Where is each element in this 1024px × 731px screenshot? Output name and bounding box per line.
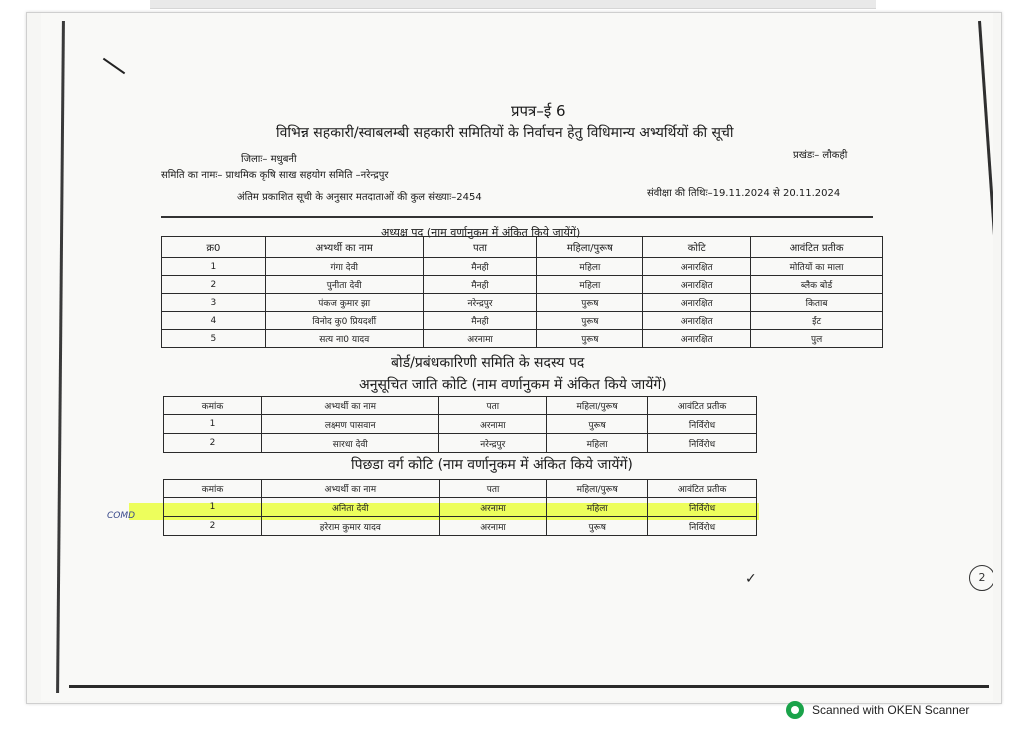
cell-name: पुनीता देवी xyxy=(265,276,423,294)
cell-gender: पुरूष xyxy=(537,312,643,330)
cell-name: लक्ष्मण पासवान xyxy=(262,415,439,434)
cell-address: मैनही xyxy=(423,312,537,330)
block-label: प्रखंडः– लौकही xyxy=(793,150,848,161)
header-gender: महिला/पुरूष xyxy=(537,237,643,258)
chairman-section-heading: अध्यक्ष पद (नाम वर्णानुकम में अंकित किये जायेंगें) xyxy=(381,226,581,239)
cell-symbol: निर्विरोध xyxy=(648,415,757,434)
table-row xyxy=(164,517,757,536)
header-divider xyxy=(161,216,873,218)
cell-serial: 1 xyxy=(162,258,266,276)
cell-name: हरेराम कुमार यादव xyxy=(261,517,439,536)
obc-quota-table xyxy=(163,479,757,536)
table-row xyxy=(164,498,757,517)
sc-quota-table xyxy=(163,396,757,453)
table-row xyxy=(162,330,883,348)
cell-category: अनारक्षित xyxy=(643,258,751,276)
header-symbol: आवंटित प्रतीक xyxy=(648,480,757,498)
cell-category: अनारक्षित xyxy=(643,312,751,330)
header-address: पता xyxy=(439,397,547,415)
district-label: जिलाः– मधुबनी xyxy=(241,154,297,165)
cell-symbol: मोतियों का माला xyxy=(751,258,883,276)
scanned-page-frame xyxy=(26,12,1002,704)
cell-serial: 4 xyxy=(162,312,266,330)
header-name: अभ्यर्थी का नाम xyxy=(265,237,423,258)
page-right-edge xyxy=(978,21,993,660)
header-serial: कमांक xyxy=(164,480,262,498)
cell-name: गंगा देवी xyxy=(265,258,423,276)
cell-address: नरेन्द्रपुर xyxy=(439,434,547,453)
chairman-candidates-table xyxy=(161,236,883,348)
cell-name: सारधा देवी xyxy=(262,434,439,453)
cell-gender: महिला xyxy=(537,258,643,276)
cell-category: अनारक्षित xyxy=(643,276,751,294)
header-gender: महिला/पुरूष xyxy=(547,397,648,415)
top-scan-bar xyxy=(150,0,876,9)
table-header-row xyxy=(164,480,757,498)
cell-serial: 2 xyxy=(164,517,262,536)
header-name: अभ्यर्थी का नाम xyxy=(262,397,439,415)
cell-serial: 2 xyxy=(164,434,262,453)
cell-gender: पुरूष xyxy=(537,330,643,348)
cell-name: सत्य ना0 यादव xyxy=(265,330,423,348)
cell-gender: महिला xyxy=(537,276,643,294)
cell-name: अनिता देवी xyxy=(261,498,439,517)
cell-symbol: निर्विरोध xyxy=(648,517,757,536)
cell-symbol: किताब xyxy=(751,294,883,312)
table-row xyxy=(162,312,883,330)
cell-gender: पुरूष xyxy=(547,517,648,536)
cell-symbol: निर्विरोध xyxy=(648,498,757,517)
cell-address: नरेन्द्रपुर xyxy=(423,294,537,312)
header-name: अभ्यर्थी का नाम xyxy=(261,480,439,498)
margin-note: COMD xyxy=(107,511,136,521)
cell-serial: 1 xyxy=(164,498,262,517)
table-row xyxy=(164,415,757,434)
cell-symbol: निर्विरोध xyxy=(648,434,757,453)
table-row xyxy=(162,294,883,312)
cell-serial: 5 xyxy=(162,330,266,348)
cell-symbol: पुल xyxy=(751,330,883,348)
header-symbol: आवंटित प्रतीक xyxy=(648,397,757,415)
cell-gender: महिला xyxy=(547,434,648,453)
cell-gender: पुरूष xyxy=(547,415,648,434)
cell-address: अरनामा xyxy=(439,415,547,434)
pen-stroke-mark xyxy=(103,58,125,75)
cell-name: विनोद कु0 प्रियदर्शी xyxy=(265,312,423,330)
cell-address: अरनामा xyxy=(439,517,547,536)
cell-address: अरनामा xyxy=(423,330,537,348)
form-title: प्रपत्र–ई 6 xyxy=(511,102,566,120)
table-header-row xyxy=(164,397,757,415)
oken-logo-icon xyxy=(786,701,804,719)
cell-symbol: ब्लैक बोर्ड xyxy=(751,276,883,294)
page-left-edge xyxy=(56,21,65,693)
cell-category: अनारक्षित xyxy=(643,294,751,312)
cell-gender: पुरूष xyxy=(537,294,643,312)
society-name: समिति का नामः– प्राथमिक कृषि साख सहयोग समिति –नरेन्द्रपुर xyxy=(161,170,389,181)
voter-count: अंतिम प्रकाशित सूची के अनुसार मतदाताओं की कुल संख्याः–2454 xyxy=(237,192,482,203)
header-symbol: आवंटित प्रतीक xyxy=(751,237,883,258)
header-serial: क्र0 xyxy=(162,237,266,258)
table-header-row xyxy=(162,237,883,258)
cell-address: मैनही xyxy=(423,258,537,276)
scanner-label: Scanned with OKEN Scanner xyxy=(812,703,970,717)
cell-serial: 3 xyxy=(162,294,266,312)
header-serial: कमांक xyxy=(164,397,262,415)
page-bottom-edge xyxy=(69,685,989,688)
cell-address: अरनामा xyxy=(439,498,547,517)
table-row xyxy=(162,276,883,294)
header-gender: महिला/पुरूष xyxy=(547,480,648,498)
cell-serial: 2 xyxy=(162,276,266,294)
cell-address: मैनही xyxy=(423,276,537,294)
cell-gender: महिला xyxy=(547,498,648,517)
header-address: पता xyxy=(439,480,547,498)
list-title: विभिन्न सहकारी/स्वाबलम्बी सहकारी समितियों के निर्वाचन हेतु विधिमान्य अभ्यर्थियों की सूची xyxy=(276,125,734,141)
header-category: कोटि xyxy=(643,237,751,258)
cell-category: अनारक्षित xyxy=(643,330,751,348)
board-section-heading: बोर्ड/प्रबंधकारिणी समिति के सदस्य पद xyxy=(391,355,585,371)
scanner-watermark xyxy=(786,700,969,720)
handwritten-tick: ✓ xyxy=(745,571,757,587)
cell-serial: 1 xyxy=(164,415,262,434)
table-row xyxy=(162,258,883,276)
handwritten-circled-number: 2 xyxy=(969,565,993,591)
sc-quota-heading: अनुसूचित जाति कोटि (नाम वर्णानुकम में अंकित किये जायेंगें) xyxy=(359,377,667,393)
document-sheet xyxy=(41,13,993,701)
cell-symbol: ईंट xyxy=(751,312,883,330)
table-row xyxy=(164,434,757,453)
scrutiny-date: संवीक्षा की तिथिः–19.11.2024 से 20.11.2024 xyxy=(647,188,841,199)
obc-quota-heading: पिछडा वर्ग कोटि (नाम वर्णानुकम में अंकित किये जायेंगें) xyxy=(351,457,633,473)
cell-name: पंकज कुमार झा xyxy=(265,294,423,312)
header-address: पता xyxy=(423,237,537,258)
